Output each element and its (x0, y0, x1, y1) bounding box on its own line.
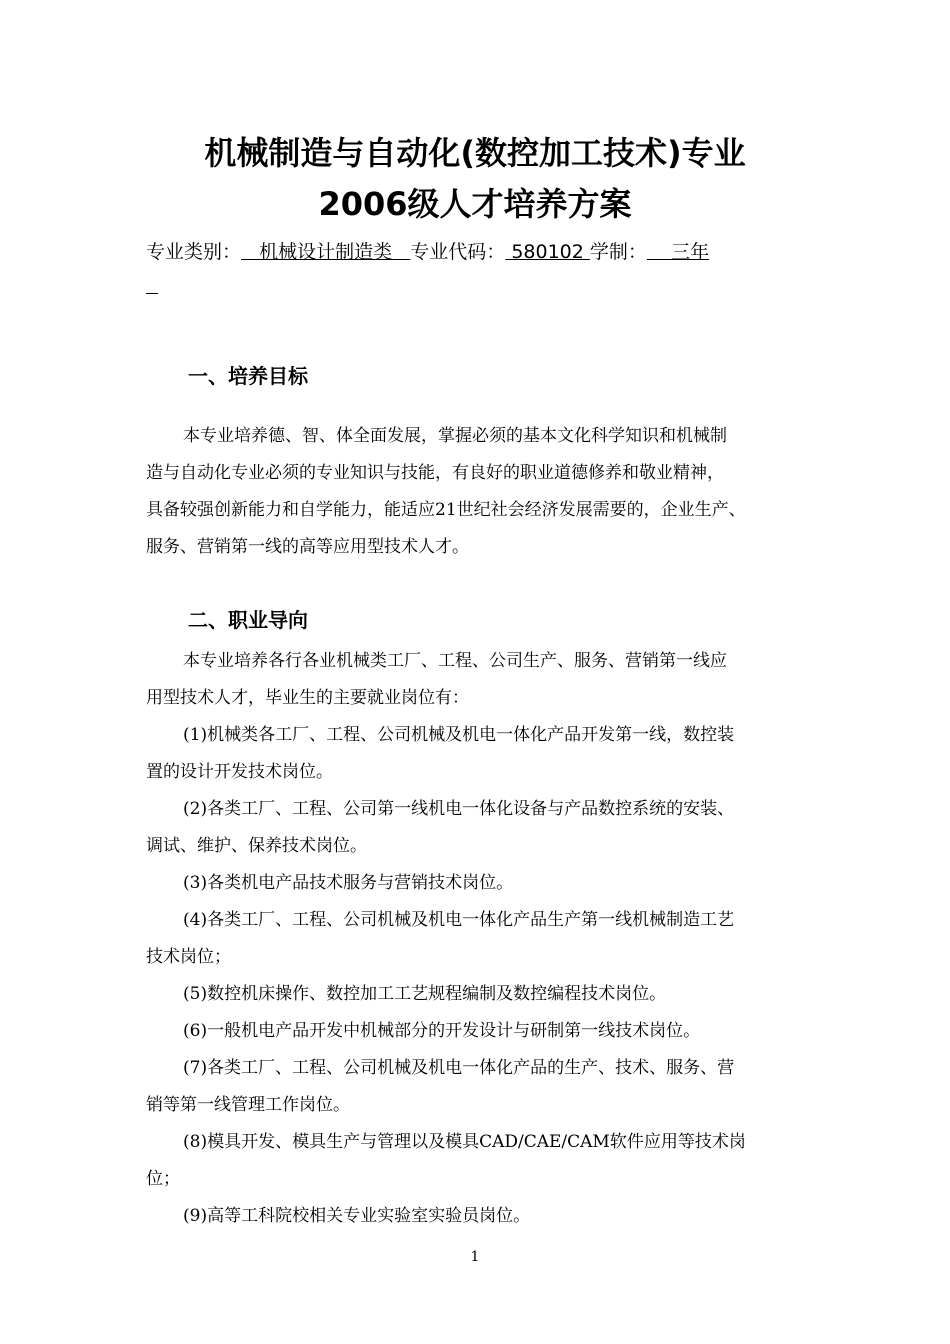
code-label: 专业代码： (410, 241, 506, 263)
list-item-line: (5)数控机床操作、数控加工工艺规程编制及数控编程技术岗位。 (183, 984, 667, 1004)
list-item-line: (7)各类工厂、工程、公司机械及机电一体化产品的生产、技术、服务、营 (183, 1058, 735, 1078)
paragraph-line: 本专业培养德、智、体全面发展，掌握必须的基本文化科学知识和机械制 (183, 426, 727, 446)
list-item-line: (4)各类工厂、工程、公司机械及机电一体化产品生产第一线机械制造工艺 (183, 910, 735, 930)
list-item-line: 调试、维护、保养技术岗位。 (146, 836, 367, 856)
list-item-line: (3)各类机电产品技术服务与营销技术岗位。 (183, 873, 514, 893)
section-heading-goals: 一、培养目标 (188, 364, 308, 388)
document-subtitle: 2006级人才培养方案 (318, 185, 632, 223)
meta-underline-tail (146, 271, 158, 301)
goals-paragraph (146, 418, 821, 566)
list-item-line: 位； (146, 1169, 180, 1189)
paragraph-line: 用型技术人才，毕业生的主要就业岗位有： (146, 688, 469, 708)
page-number: 1 (470, 1249, 480, 1265)
list-item-line: 技术岗位； (146, 947, 231, 967)
duration-label: 学制： (589, 241, 647, 263)
paragraph-line: 服务、营销第一线的高等应用型技术人才。 (146, 537, 469, 557)
list-item-line: (8)模具开发、模具生产与管理以及模具CAD/CAE/CAM软件应用等技术岗 (183, 1132, 746, 1152)
code-value: 580102 (505, 241, 590, 263)
section-heading-career: 二、职业导向 (188, 608, 308, 632)
list-item-line: (1)机械类各工厂、工程、公司机械及机电一体化产品开发第一线，数控装 (183, 725, 735, 745)
paragraph-line: 造与自动化专业必须的专业知识与技能，有良好的职业道德修养和敬业精神， (146, 463, 724, 483)
paragraph-line: 具备较强创新能力和自学能力，能适应21世纪社会经济发展需要的，企业生产、 (146, 500, 746, 520)
paragraph-line: 本专业培养各行各业机械类工厂、工程、公司生产、服务、营销第一线应 (183, 651, 727, 671)
list-item-line: (6)一般机电产品开发中机械部分的开发设计与研制第一线技术岗位。 (183, 1021, 701, 1041)
document-title: 机械制造与自动化(数控加工技术)专业 (204, 134, 746, 172)
list-item-line: 置的设计开发技术岗位。 (146, 762, 333, 782)
program-meta (146, 237, 709, 267)
category-label: 专业类别： (146, 241, 242, 263)
list-item-line: (9)高等工科院校相关专业实验室实验员岗位。 (183, 1206, 531, 1226)
list-item-line: 销等第一线管理工作岗位。 (146, 1095, 350, 1115)
list-item-line: (2)各类工厂、工程、公司第一线机电一体化设备与产品数控系统的安装、 (183, 799, 735, 819)
category-value: 机械设计制造类 (241, 241, 411, 263)
duration-value: 三年 (646, 241, 710, 263)
career-list (146, 643, 821, 1235)
